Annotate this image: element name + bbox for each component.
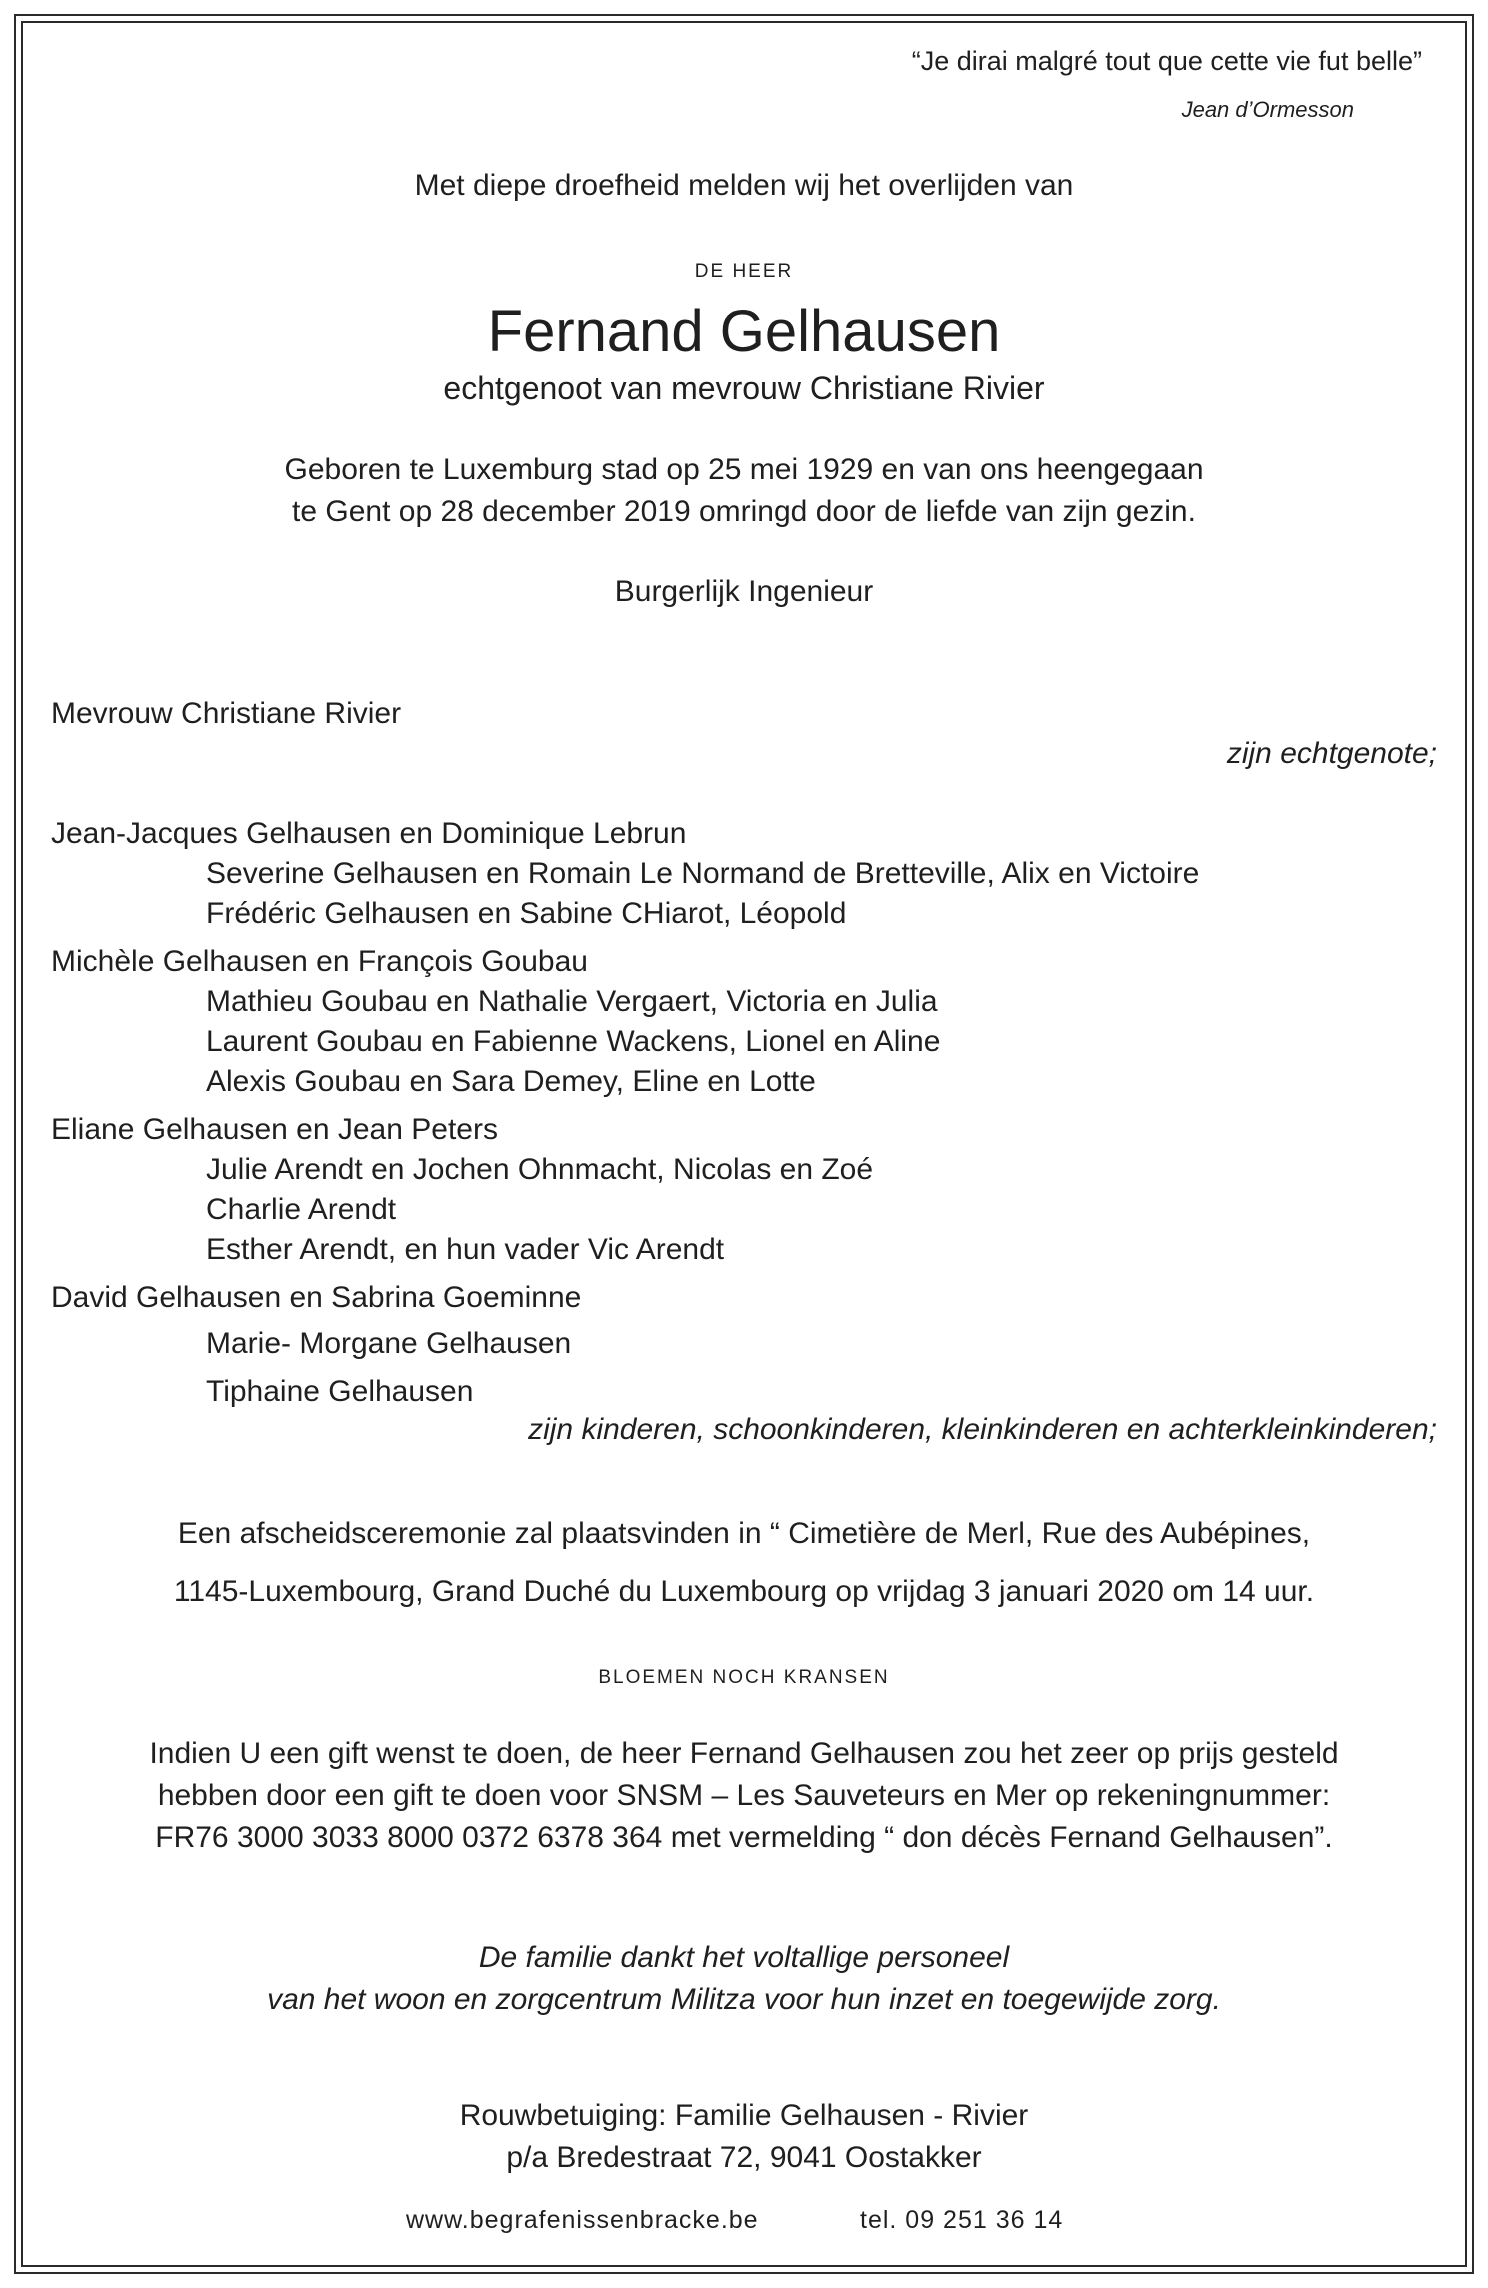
- profession: Burgerlijk Ingenieur: [614, 575, 874, 608]
- gift-line-3: FR76 3000 3033 8000 0372 6378 364 met vermelding “ don décès Fernand Gelhausen”.: [155, 1821, 1333, 1854]
- gift-line-2: hebben door een gift te doen voor SNSM – Les Sauveteurs en Mer op rekeningnummer:: [157, 1779, 1331, 1812]
- footer-website: www.begrafenissenbracke.be: [406, 2206, 759, 2234]
- title-label: DE HEER: [694, 261, 794, 282]
- thanks-line-2: van het woon en zorgcentrum Militza voor hun inzet en toegewijde zorg.: [267, 1983, 1221, 2016]
- grandchild-line: Esther Arendt, en hun vader Vic Arendt: [206, 1233, 725, 1266]
- grandchild-line: Julie Arendt en Jochen Ohnmacht, Nicolas en Zoé: [206, 1153, 874, 1186]
- grandchild-line: Frédéric Gelhausen en Sabine CHiarot, Léopold: [206, 897, 847, 930]
- gift-line-1: Indien U een gift wenst te doen, de heer Fernand Gelhausen zou het zeer op prijs gesteld: [149, 1737, 1339, 1770]
- ceremony-line-2: 1145-Luxembourg, Grand Duché du Luxembourg op vrijdag 3 januari 2020 om 14 uur.: [173, 1575, 1315, 1608]
- birth-line-1: Geboren te Luxemburg stad op 25 mei 1929 en van ons heengegaan: [284, 453, 1204, 486]
- child-name: Jean-Jacques Gelhausen en Dominique Lebrun: [51, 817, 687, 850]
- flowers-notice: BLOEMEN NOCH KRANSEN: [598, 1667, 890, 1688]
- grandchild-line: Tiphaine Gelhausen: [206, 1375, 474, 1408]
- birth-line-2: te Gent op 28 december 2019 omringd door de liefde van zijn gezin.: [292, 495, 1196, 528]
- child-name: Michèle Gelhausen en François Goubau: [51, 945, 588, 978]
- spouse-name: Mevrouw Christiane Rivier: [51, 697, 402, 730]
- condolences-line-1: Rouwbetuiging: Familie Gelhausen - Rivier: [459, 2099, 1029, 2132]
- spouse-role: zijn echtgenote;: [1226, 737, 1437, 770]
- condolences-line-2: p/a Bredestraat 72, 9041 Oostakker: [506, 2141, 982, 2174]
- footer-phone: tel. 09 251 36 14: [860, 2206, 1064, 2234]
- announcement-intro: Met diepe droefheid melden wij het overlijden van: [414, 169, 1074, 202]
- children-role: zijn kinderen, schoonkinderen, kleinkinderen en achterkleinkinderen;: [528, 1413, 1437, 1446]
- grandchild-line: Mathieu Goubau en Nathalie Vergaert, Victoria en Julia: [206, 985, 938, 1018]
- thanks-line-1: De familie dankt het voltallige personeel: [478, 1941, 1010, 1974]
- quote-author: Jean d’Ormesson: [1181, 97, 1354, 122]
- deceased-name: Fernand Gelhausen: [487, 299, 1001, 364]
- child-name: Eliane Gelhausen en Jean Peters: [51, 1113, 498, 1146]
- quote-text: “Je dirai malgré tout que cette vie fut belle”: [911, 46, 1422, 76]
- grandchild-line: Severine Gelhausen en Romain Le Normand de Bretteville, Alix en Victoire: [206, 857, 1200, 890]
- spouse-line: echtgenoot van mevrouw Christiane Rivier: [443, 370, 1045, 406]
- ceremony-line-1: Een afscheidsceremonie zal plaatsvinden in “ Cimetière de Merl, Rue des Aubépines,: [177, 1517, 1311, 1550]
- grandchild-line: Charlie Arendt: [206, 1193, 397, 1226]
- child-name: David Gelhausen en Sabrina Goeminne: [51, 1281, 582, 1314]
- grandchild-line: Alexis Goubau en Sara Demey, Eline en Lotte: [206, 1065, 816, 1098]
- grandchild-line: Laurent Goubau en Fabienne Wackens, Lionel en Aline: [206, 1025, 941, 1058]
- grandchild-line: Marie- Morgane Gelhausen: [206, 1327, 572, 1360]
